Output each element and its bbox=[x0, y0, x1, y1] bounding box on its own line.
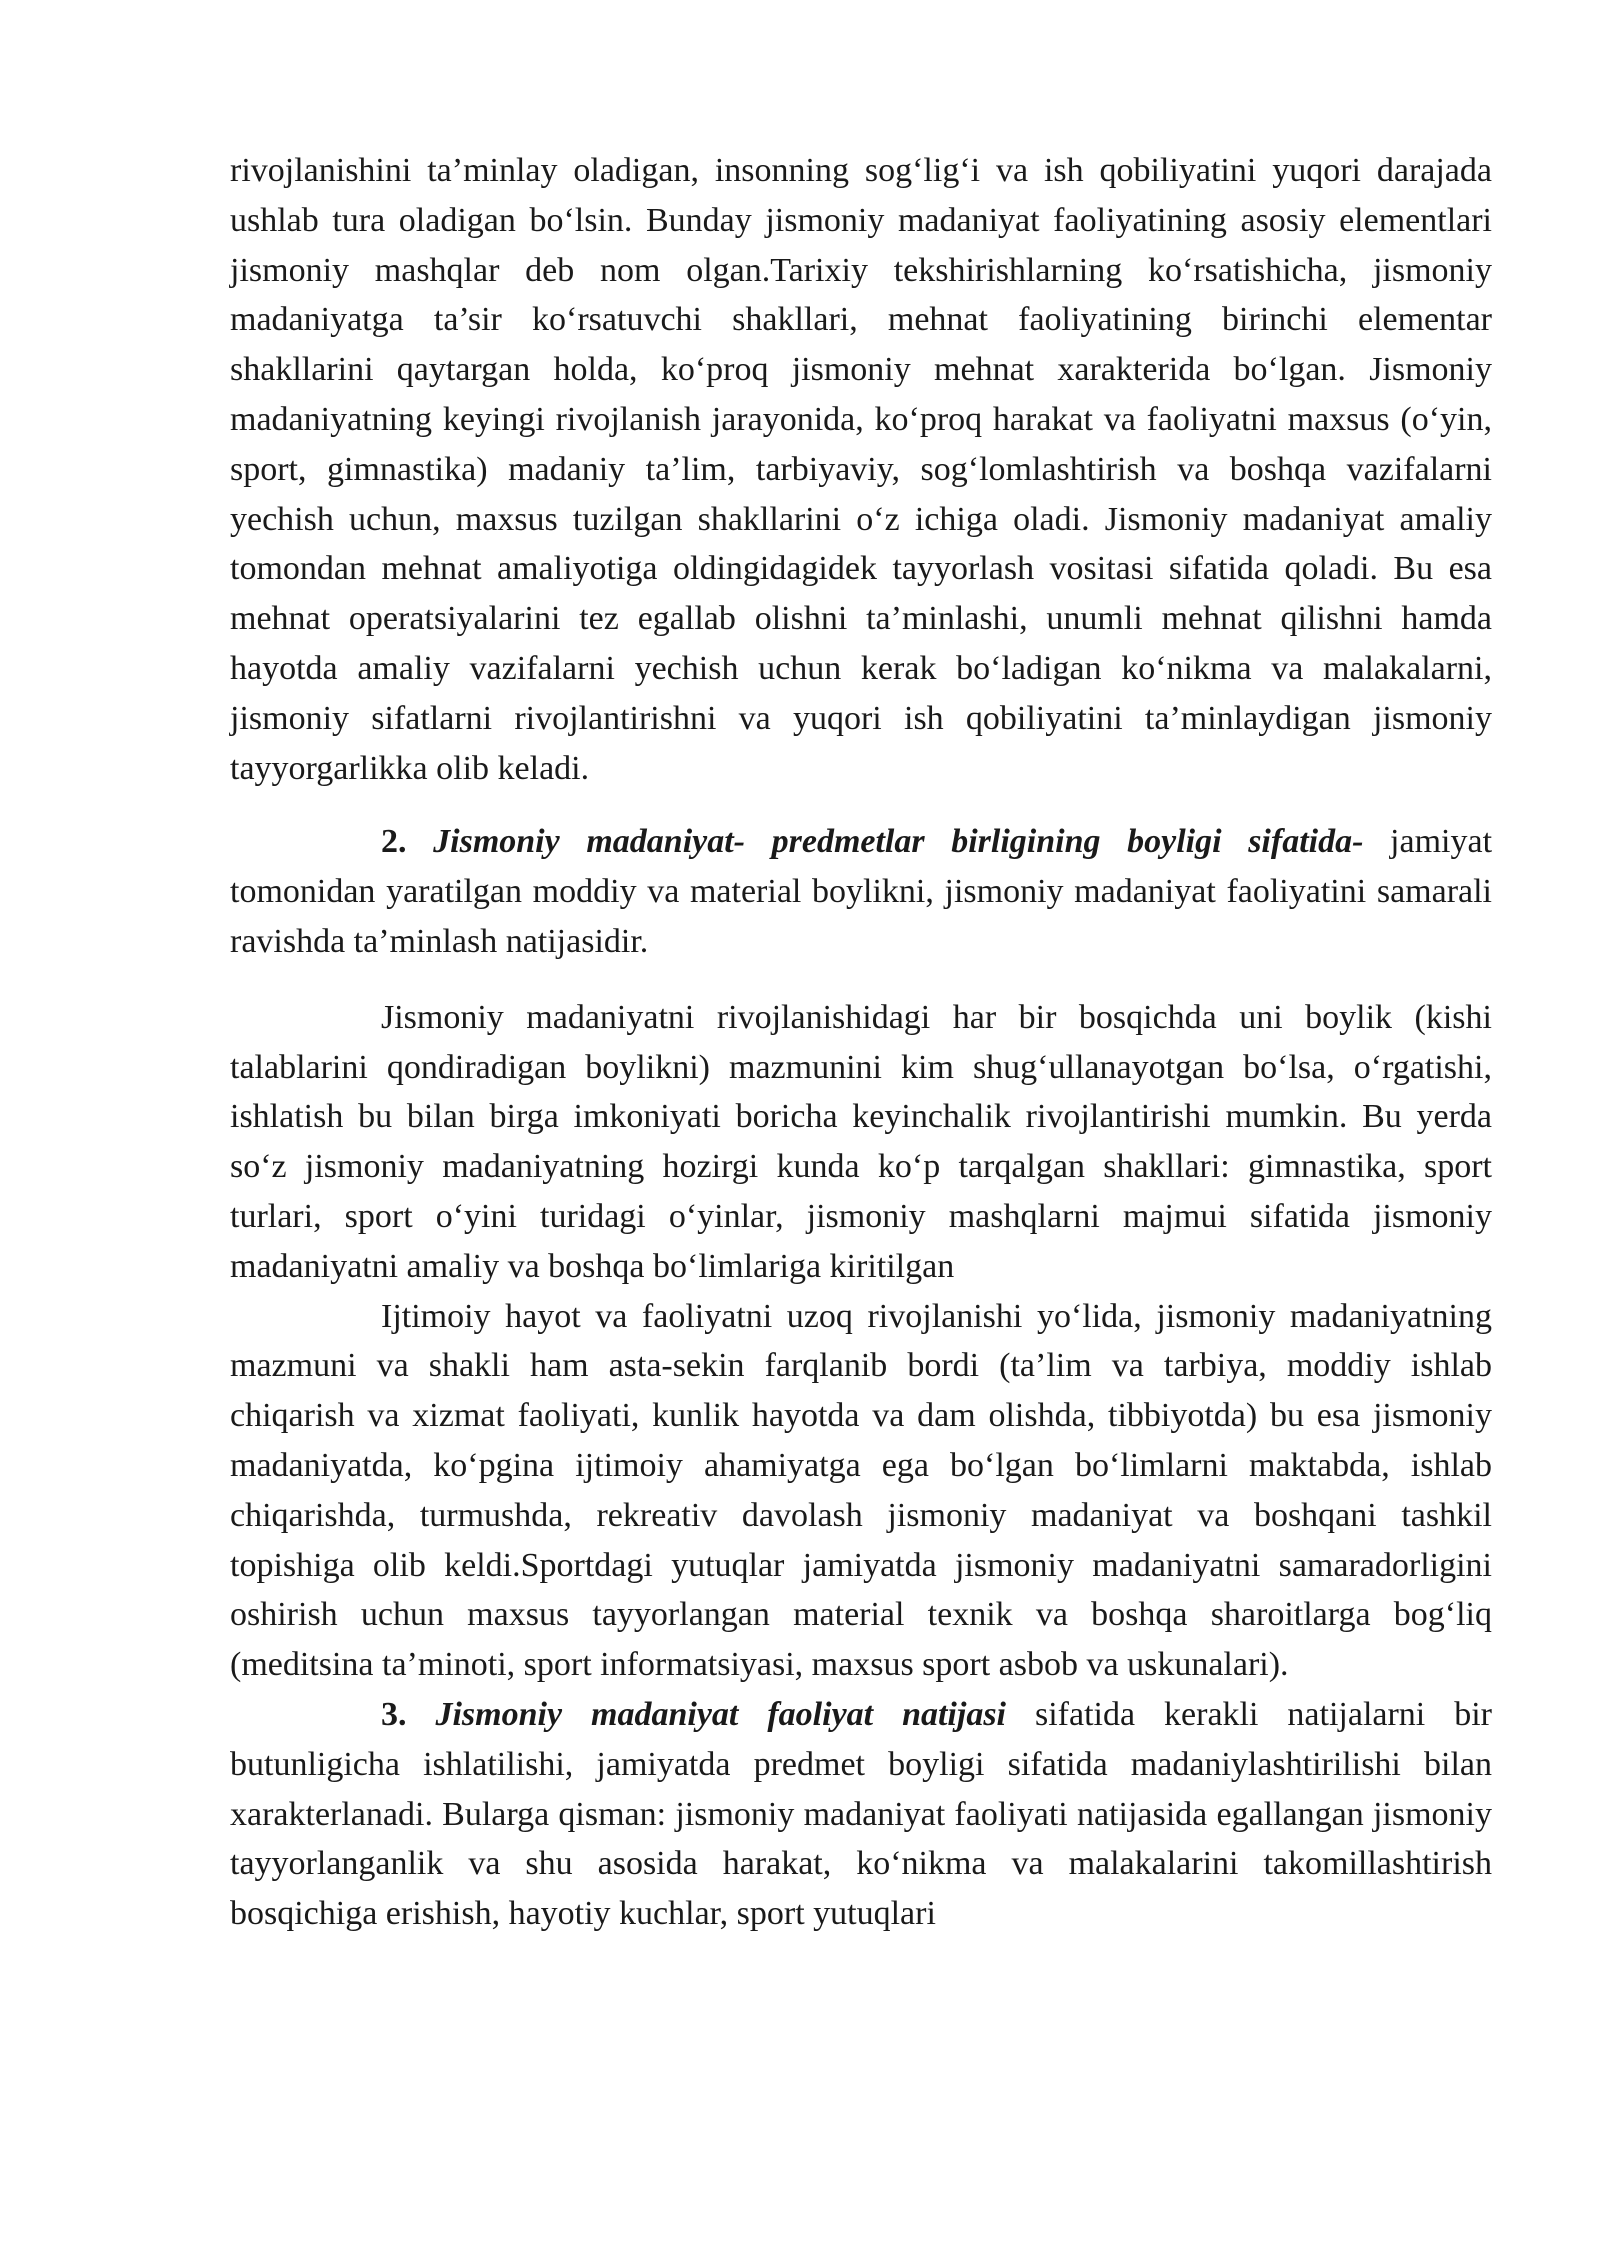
section-3-text: sifatida kerakli natijalarni bir butunligicha ishlatilishi, jamiyatda predmet boyligi sifatida madaniylashtirilishi bilan xarakterlanadi. Bularga qisman: jismoniy madaniyat faoliyati natijasida egallangan jismoniy tayyorlanganlik va shu asosida harakat, ko‘nikma va malakalarini takomillashtirish bosqichiga erishish, hayotiy kuchlar, sport yutuqlari bbox=[230, 1695, 1492, 1933]
section-2-text: jamiyat tomonidan yaratilgan moddiy va material boylikni, jismoniy madaniyat faoliyatini samarali ravishda ta’minlash natijasidir. bbox=[230, 823, 1493, 960]
section-3-title: Jismoniy madaniyat faoliyat natijasi bbox=[435, 1695, 1007, 1733]
paragraph-development-stages: Jismoniy madaniyatni rivojlanishidagi har bir bosqichda uni boylik (kishi talablarini qondiradigan boylikni) mazmunini kim shug‘ullanayotgan bo‘lsa, o‘rgatishi, ishlatish bu bilan birga imkoniyati boricha keyinchalik rivojlantirishi mumkin. Bu yerda so‘z jismoniy madaniyatning hozirgi kunda ko‘p tarqalgan shakllari: gimnastika, sport turlari, sport o‘yini turidagi o‘yinlar, jismoniy mashqlarni majmui sifatida jismoniy madaniyatni amaliy va boshqa bo‘limlariga kiritilgan bbox=[230, 998, 1492, 1285]
section-2-title: Jismoniy madaniyat- predmetlar birligining boyligi sifatida- bbox=[433, 823, 1364, 861]
paragraph-section-3 bbox=[230, 1690, 1492, 1939]
paragraph-section-2 bbox=[230, 817, 1492, 966]
paragraph-continuation: rivojlanishini ta’minlay oladigan, insonning sog‘lig‘i va ish qobiliyatini yuqori darajada ushlab tura oladigan bo‘lsin. Bunday jismoniy madaniyat faoliyatining asosiy elementlari jismoniy mashqlar deb nom olgan.Tarixiy tekshirishlarning ko‘rsatishicha, jismoniy madaniyatga ta’sir ko‘rsatuvchi shakllari, mehnat faoliyatining birinchi elementar shakllarini qaytargan holda, ko‘proq jismoniy mehnat xarakterida bo‘lgan. Jismoniy madaniyatning keyingi rivojlanish jarayonida, ko‘proq harakat va faoliyatni maxsus (o‘yin, sport, gimnastika) madaniy ta’lim, tarbiyaviy, sog‘lomlashtirish va boshqa vazifalarni yechish uchun, maxsus tuzilgan shakllarini o‘z ichiga oladi. Jismoniy madaniyat amaliy tomondan mehnat amaliyotiga oldingidagidek tayyorlash vositasi sifatida qoladi. Bu esa mehnat operatsiyalarini tez egallab olishni ta’minlashi, unumli mehnat qilishni hamda hayotda amaliy vazifalarni yechish uchun kerak bo‘ladigan ko‘nikma va malakalarni, jismoniy sifatlarni rivojlantirishni va yuqori ish qobiliyatini ta’minlaydigan jismoniy tayyorgarlikka olib keladi. bbox=[230, 152, 1492, 787]
paragraph-social-life: Ijtimoiy hayot va faoliyatni uzoq rivojlanishi yo‘lida, jismoniy madaniyatning mazmuni va shakli ham asta-sekin farqlanib bordi (ta’lim va tarbiya, moddiy ishlab chiqarish va xizmat faoliyati, kunlik hayotda va dam olishda, tibbiyotda) bu esa jismoniy madaniyatda, ko‘pgina ijtimoiy ahamiyatga ega bo‘lgan bo‘limlarni maktabda, ishlab chiqarishda, turmushda, rekreativ davolash jismoniy madaniyat va boshqani tashkil topishiga olib keldi.Sportdagi yutuqlar jamiyatda jismoniy madaniyatni samaradorligini oshirish uchun maxsus tayyorlangan material texnik va boshqa sharoitlarga bog‘liq (meditsina ta’minoti, sport informatsiyasi, maxsus sport asbob va uskunalari). bbox=[230, 1297, 1492, 1684]
section-2-number: 2. bbox=[381, 823, 407, 861]
document-page bbox=[230, 146, 1492, 1939]
section-3-number: 3. bbox=[381, 1695, 407, 1733]
